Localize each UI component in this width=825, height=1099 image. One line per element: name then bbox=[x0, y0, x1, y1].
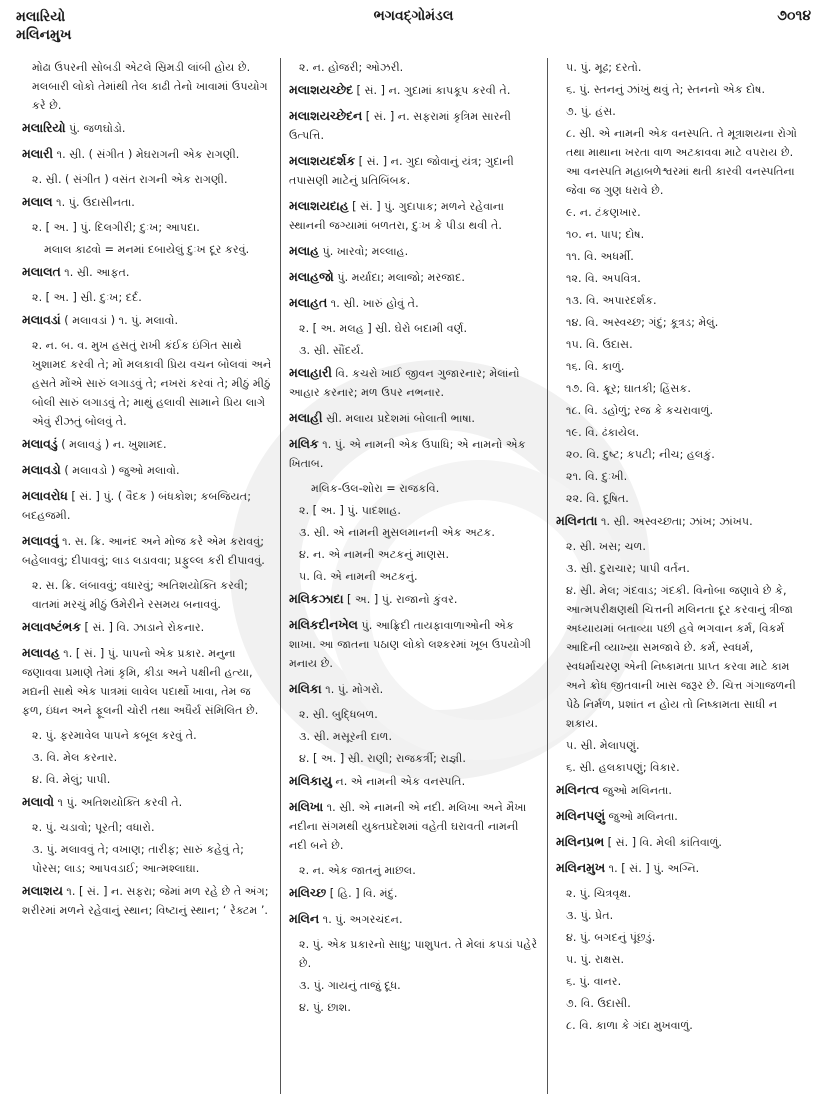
definition-text: ન. એ નામની એક વનસ્પતિ. bbox=[331, 775, 466, 788]
dictionary-entry bbox=[289, 797, 539, 855]
dictionary-columns bbox=[14, 58, 814, 1094]
headword: મલાશયચ્છેદ bbox=[289, 82, 353, 97]
dictionary-entry bbox=[22, 881, 272, 920]
definition-text: [ સં. ] ન. ગુદા જોવાનું યંત્ર; ગુદાની તપાસણી માટેનું પ્રતિબિંબક. bbox=[289, 155, 514, 187]
dictionary-entry bbox=[22, 192, 272, 212]
dictionary-entry bbox=[289, 293, 539, 313]
numbered-sense: ૫. પું. મૂઢ; દરતો. bbox=[566, 61, 642, 74]
definition-text: ૧. સ્રી. અસ્વચ્છતા; ઝાંખ; ઝાંખપ. bbox=[597, 515, 753, 528]
numbered-sense: ૧૯. વિ. ઢંકાયેલ. bbox=[566, 426, 640, 439]
numbered-sense: ૩. સ્રી. એ નામની મુસલમાનની એક અટક. bbox=[299, 526, 495, 539]
headword: મલિનપણું bbox=[556, 808, 605, 823]
numbered-sense: ૨. ન. બ. વ. મુખ હસતું રાખી કંઈક ઇંગિત સાથે ખુશામદ કરવી તે; મોં મલકાવી પ્રિય વચન બોલવાં અને હસતે મોંએ સારું લગાડવું તે; નખરાં કરવાં તે; મીઠું મીઠું બોલી સારું લગાડવું તે; માથું હલાવી સામાને પ્રિય લાગે એવું રીઝતું બોલવું તે. bbox=[32, 339, 272, 428]
dictionary-entry bbox=[22, 617, 272, 637]
guide-word-first: મલારિયો bbox=[16, 9, 66, 25]
numbered-sense: ૩. સ્રી. દુરાચાર; પાપી વર્તન. bbox=[566, 562, 690, 575]
numbered-sense: ૨૧. વિ. દુઃખી. bbox=[566, 470, 628, 483]
dictionary-entry bbox=[289, 196, 539, 235]
numbered-sense: ૨. ન. એક જાતનું માછલ. bbox=[299, 864, 416, 877]
definition-text: [ હિ. ] વિ. મંદું. bbox=[326, 887, 398, 900]
definition-text: ૧. પું. ઉદાસીનતા. bbox=[52, 196, 135, 209]
numbered-sense: ૬. સ્રી. હલકાપણું; વિકાર. bbox=[566, 761, 680, 774]
numbered-sense: ૪. [ અ. ] સ્રી. રાણી; રાજકર્ત્રી; રાજ્ઞી. bbox=[299, 752, 466, 765]
column-middle bbox=[280, 58, 547, 1094]
definition-text: [ સં. ] વિ. મેલી કાંતિવાળું. bbox=[604, 836, 722, 849]
definition-text: [ સં. ] પું. ( વૈદક ) બંધકોશ; કબજિયત; બદહજમી. bbox=[22, 490, 251, 522]
numbered-sense: ૪. ન. એ નામની અટકનું માણસ. bbox=[299, 548, 450, 561]
numbered-sense: ૩. પું. પ્રેત. bbox=[566, 909, 614, 922]
usage-example: મલાલ કાઢવો = મનમાં દબાયેલું દુઃખ દૂર કરવું. bbox=[44, 243, 250, 256]
numbered-sense: ૬. પું. વાનર. bbox=[566, 975, 622, 988]
definition-text: ૧. સ્રી. ( સંગીત ) મેઘરાગની એક રાગણી. bbox=[53, 148, 240, 161]
definition-text: ( મલાવડો ) જુઓ મલાવો. bbox=[60, 464, 180, 477]
definition-text: ૧. સ્રી. એ નામની એ નદી. મલિખા અને મૈખા નદીના સંગમથી યુક્તપ્રદેશમાં વહેતી ઘરાવતી નામની નદી બને છે. bbox=[289, 801, 527, 852]
numbered-sense: ૪. પું. બગદનું પૂંછડું. bbox=[566, 931, 656, 944]
headword: મલાવરોધ bbox=[22, 488, 68, 503]
dictionary-entry bbox=[556, 511, 806, 531]
headword: મલાહજો bbox=[289, 269, 334, 284]
numbered-sense: ૪. વિ. મેલું; પાપી. bbox=[32, 773, 111, 786]
dictionary-entry bbox=[22, 144, 272, 164]
headword: મલાશયચ્છેદન bbox=[289, 108, 363, 123]
definition-text: ૧ પું. અતિશયોક્તિ કરવી તે. bbox=[53, 796, 183, 809]
column-left bbox=[14, 58, 280, 1094]
numbered-sense: ૫. પું. રાક્ષસ. bbox=[566, 953, 625, 966]
numbered-sense: ૭. વિ. ઉદાસી. bbox=[566, 997, 631, 1010]
definition-text: ( મલાવડું ) ન. ખુશામદ. bbox=[57, 438, 167, 451]
continued-definition: મોઢા ઉપરની સોબડી એટલે સ્રિમડી લાંબી હોય છે. મલબારી લોકો તેમાંથી તેલ કાઢી તેનો ખાવામાં ઉપયોગ કરે છે. bbox=[32, 61, 268, 112]
numbered-sense: ૩. પું. ગાયનું તાજું દૂધ. bbox=[299, 979, 401, 992]
definition-text: [ સં. ] ન. ગુદામાં કાપકૂપ કરવી તે. bbox=[353, 84, 511, 97]
numbered-sense: ૨. પું. ફરમાવેલ પાપને કબૂલ કરવું તે. bbox=[32, 729, 197, 742]
headword: મલાશય bbox=[22, 883, 63, 898]
headword: મલાવો bbox=[22, 794, 54, 809]
headword: મલિકા bbox=[289, 681, 322, 696]
numbered-sense: ૨. સ્રી. ખસ; ચળ. bbox=[566, 540, 646, 553]
numbered-sense: ૨૦. વિ. દુષ્ટ; કપટી; નીચ; હલકું. bbox=[566, 448, 715, 461]
dictionary-entry bbox=[289, 151, 539, 190]
dictionary-entry bbox=[556, 858, 806, 878]
headword: મલાવડું bbox=[22, 436, 58, 451]
numbered-sense: ૧૪. વિ. અસ્વચ્છ; ગંદું; કૂત્રડ; મેલું. bbox=[566, 316, 719, 329]
definition-text: ૧. સ. ક્રિ. આનંદ અને મોજ કરે એમ કરાવવું; બહેલાવવું; દીપાવવું; લાડ લડાવવા; પ્રફુલ્લ કરી દીપાવવું. bbox=[22, 535, 265, 567]
dictionary-entry bbox=[556, 780, 806, 800]
page-header bbox=[16, 8, 811, 54]
definition-text: ૧. [ સં. ] ન. સફરા; જેમાં મળ રહે છે તે અંગ; શરીરમાં મળને રહેવાનું સ્થાન; વિષ્ટાનું સ્થાન; ‘ રેક્ટમ ’. bbox=[22, 885, 269, 917]
dictionary-entry bbox=[289, 589, 539, 609]
headword: મલિચ્છ bbox=[289, 885, 327, 900]
numbered-sense: ૩. સ્રી. મસૂરની દાળ. bbox=[299, 730, 393, 743]
dictionary-entry bbox=[556, 832, 806, 852]
headword: મલાશયદાહ bbox=[289, 198, 349, 213]
numbered-sense: ૪. સ્રી. મેલ; ગંદવાડ; ગંદકી. વિનોબા જણાવે છે કે, આત્મપરીક્ષણથી ચિત્તની મલિનતા દૂર કરવાનું ત્રીજા અધ્યાયમાં બતાવ્યા પછી હવે ભગવાન કર્મ, વિકર્મ આદિની વ્યાખ્યા સમજાવે છે. કર્મ, સ્વધર્મ, સ્વધર્માચરણ એની નિષ્કામતા પ્રાપ્ત કરવા માટે કામ અને ક્રોધ જીતવાની ખાસ જરૂર છે. ચિત્ત ગંગાજળની પેઠે નિર્મળ, પ્રશાંત ન હોય તો નિષ્કામતા સાધી ન શકાય. bbox=[566, 584, 796, 730]
numbered-sense: ૫. સ્રી. મેલાપણું. bbox=[566, 739, 640, 752]
dictionary-entry bbox=[22, 262, 272, 282]
definition-text: ૧. પું. અગરચંદન. bbox=[319, 913, 403, 926]
numbered-sense: ૨. [ અ. ] પું. દિલગીરી; દુઃખ; આપદા. bbox=[32, 221, 200, 234]
numbered-sense: ૨. [ અ. ] સ્રી. દુઃખ; દર્દ. bbox=[32, 291, 142, 304]
definition-text: ૧. પું. મોગરો. bbox=[321, 683, 384, 696]
headword: મલારિયો bbox=[22, 120, 66, 135]
definition-text: ૧. [ સં. ] પું. અગ્નિ. bbox=[605, 862, 700, 875]
numbered-sense: ૯. ન. ટંકણખાર. bbox=[566, 206, 641, 219]
headword: મલાવવું bbox=[22, 533, 59, 548]
definition-text: ૧. પું. એ નામની એક ઉપાધિ; એ નામનો એક ખિતાબ. bbox=[289, 438, 526, 470]
dictionary-entry bbox=[289, 615, 539, 673]
headword: મલિકઝાદા bbox=[289, 591, 344, 606]
definition-text: સ્રી. મલાય પ્રદેશમાં બોલાતી ભાષા. bbox=[322, 412, 475, 425]
numbered-sense: ૧૮. વિ. ડહોળું; રજ કે કચરાવાળું. bbox=[566, 404, 714, 417]
numbered-sense: ૫. વિ. એ નામની અટકનું. bbox=[299, 570, 418, 583]
dictionary-entry bbox=[289, 883, 539, 903]
dictionary-entry bbox=[289, 267, 539, 287]
headword: મલિકાયુ bbox=[289, 773, 332, 788]
headword: મલાવડો bbox=[22, 462, 61, 477]
numbered-sense: ૪. પું. છાશ. bbox=[299, 1001, 351, 1014]
numbered-sense: ૧૫. વિ. ઉદાસ. bbox=[566, 338, 633, 351]
numbered-sense: ૬. પું. સ્તનનું ઝાંખું થવું તે; સ્તનનો એક દોષ. bbox=[566, 83, 766, 96]
headword: મલાલ bbox=[22, 194, 53, 209]
definition-text: [ સં. ] પું. ગુદાપાક; મળને રહેવાના સ્થાનની જગ્યામાં બળતરા, દુઃખ કે પીડા થવી તે. bbox=[289, 200, 504, 232]
numbered-sense: ૨. [ અ. ] પું. પાદશાહ. bbox=[299, 504, 401, 517]
definition-text: ૧. સ્રી. ખારું હોવું તે. bbox=[327, 297, 419, 310]
numbered-sense: ૧૦. ન. પાપ; દોષ. bbox=[566, 228, 645, 241]
dictionary-entry bbox=[289, 679, 539, 699]
dictionary-entry bbox=[22, 434, 272, 454]
definition-text: જુઓ મલિનતા. bbox=[599, 784, 672, 797]
numbered-sense: ૨. સ્રી. ( સંગીત ) વસંત રાગની એક રાગણી. bbox=[32, 173, 228, 186]
numbered-sense: ૩. સ્રી. સૌંદર્ય. bbox=[299, 344, 364, 357]
numbered-sense: ૨. સ્રી. બુદ્ધિબળ. bbox=[299, 708, 378, 721]
definition-text: પું. આફ્રિદી તાયફાવાળાઓની એક શાખા. આ જાતના પઠાણ લોકો લશ્કરમાં ખૂબ ઉપયોગી મનાય છે. bbox=[289, 619, 531, 670]
guide-word-last: મલિનમુખ bbox=[16, 27, 72, 43]
headword: મલાહી bbox=[289, 410, 323, 425]
dictionary-entry bbox=[22, 460, 272, 480]
definition-text: પું. મર્યાદા; મલાજો; મરજાદ. bbox=[333, 271, 465, 284]
numbered-sense: ૭. પું. હંસ. bbox=[566, 105, 616, 118]
column-right bbox=[547, 58, 814, 1094]
numbered-sense: ૧૭. વિ. ક્રૂર; ઘાતકી; હિંસક. bbox=[566, 382, 691, 395]
book-title: ભગવદ્ગોમંડલ bbox=[373, 8, 454, 24]
numbered-sense: ૮. વિ. કાળા કે ગંદા મુખવાળું. bbox=[566, 1019, 693, 1032]
definition-text: ૧. સ્રી. આફત. bbox=[60, 266, 130, 279]
dictionary-entry bbox=[289, 363, 539, 402]
definition-text: ૧. [ સં. ] પું. પાપનો એક પ્રકાર. મનુના જણાવવા પ્રમાણે તેમાં કૃમિ, કીડા અને પક્ષીની હત્યા, મદ્યની સાથે એક પાત્રમાં લાવેલ પદાર્થો ખાવા, તેમ જ ફળ, ઇંધન અને ફૂલની ચોરી તથા અધૈર્ય સંમિલિત છે. bbox=[22, 647, 259, 717]
dictionary-entry bbox=[22, 310, 272, 330]
headword: મલિન bbox=[289, 911, 320, 926]
definition-text: [ અ. ] પું. રાજાનો કુંવર. bbox=[343, 593, 458, 606]
numbered-sense: ૮. સ્રી. એ નામની એક વનસ્પતિ. તે મૂત્રાશયના રોગો તથા માથાના ખરતા વાળ અટકાવવા માટે વપરાય છે. આ વનસ્પતિ મહાબળેશ્વરમાં થતી કારવી વનસ્પતિના જેવા જ ગુણ ધરાવે છે. bbox=[566, 127, 797, 197]
numbered-sense: ૧૧. વિ. અધર્મી. bbox=[566, 250, 634, 263]
numbered-sense: ૨. પું. એક પ્રકારનો સાધુ; પાશુપત. તે મેલાં કપડાં પહેરે છે. bbox=[299, 938, 538, 970]
headword: મલાહ bbox=[289, 243, 319, 258]
definition-text: [ સં. ] વિ. ઝાડાને રોકનાર. bbox=[80, 621, 205, 634]
headword: મલાવષ્ટંભક bbox=[22, 619, 81, 634]
definition-text: વિ. કચરો ખાઈ જીવન ગુજારનાર; મેલાંનો આહાર કરનાર; મળ ઉપર નભનાર. bbox=[289, 367, 520, 399]
numbered-sense: ૧૬. વિ. કાળું. bbox=[566, 360, 625, 373]
numbered-sense: ૨. ન. હોજરી; ઓઝરી. bbox=[299, 61, 404, 74]
dictionary-entry bbox=[556, 806, 806, 826]
definition-text: [ સં. ] ન. સફરામાં કૃત્રિમ સારની ઉત્પત્તિ. bbox=[289, 110, 511, 142]
headword: મલિનત્વ bbox=[556, 782, 600, 797]
numbered-sense: ૨. પું. ચિત્રવૃક્ષ. bbox=[566, 887, 632, 900]
usage-example: મલિક-ઉલ-શોરા = રાજકવિ. bbox=[311, 482, 440, 495]
headword: મલિક bbox=[289, 436, 319, 451]
definition-text: પું. ખારવો; મલ્લાહ. bbox=[318, 245, 409, 258]
numbered-sense: ૨. સ. ક્રિ. લંબાવવું; વધારવું; અતિશયોક્તિ કરવી; વાતમાં મરચું મીઠું ઉમેરીને રસમય બનાવવું. bbox=[32, 579, 248, 611]
numbered-sense: ૩. વિ. મેલ કરનાર. bbox=[32, 751, 118, 764]
headword: મલાહારી bbox=[289, 365, 332, 380]
dictionary-entry bbox=[289, 771, 539, 791]
numbered-sense: ૧૩. વિ. અપારદર્શક. bbox=[566, 294, 657, 307]
numbered-sense: ૨૨. વિ. દૂષિત. bbox=[566, 492, 629, 505]
headword: મલાલત bbox=[22, 264, 61, 279]
dictionary-entry bbox=[289, 241, 539, 261]
dictionary-entry bbox=[22, 643, 272, 720]
definition-text: ( મલાવડાં ) ૧. પું. મલાવો. bbox=[60, 314, 179, 327]
dictionary-entry bbox=[22, 486, 272, 525]
headword: મલિનમુખ bbox=[556, 860, 606, 875]
numbered-sense: ૧૨. વિ. અપવિત્ર. bbox=[566, 272, 641, 285]
dictionary-entry bbox=[289, 434, 539, 473]
dictionary-entry bbox=[289, 80, 539, 100]
dictionary-entry bbox=[289, 408, 539, 428]
page-number: ૭૦૧૪ bbox=[777, 8, 811, 24]
headword: મલિકદીનખેલ bbox=[289, 617, 358, 632]
numbered-sense: ૨. [ અ. મલહ ] સ્રી. ઘેરો બદામી વર્ણ. bbox=[299, 322, 468, 335]
dictionary-entry bbox=[22, 531, 272, 570]
headword: મલાશયદર્શક bbox=[289, 153, 356, 168]
dictionary-entry bbox=[22, 792, 272, 812]
headword: મલિનપ્રભ bbox=[556, 834, 605, 849]
headword: મલિનતા bbox=[556, 513, 598, 528]
numbered-sense: ૨. પું. ચડાવો; પૂરતી; વધારો. bbox=[32, 821, 155, 834]
definition-text: જુઓ મલિનતા. bbox=[605, 810, 678, 823]
dictionary-entry bbox=[289, 106, 539, 145]
headword: મલાવડાં bbox=[22, 312, 61, 327]
headword: મલિખા bbox=[289, 799, 324, 814]
numbered-sense: ૩. પું. મલાવવું તે; વખાણ; તારીફ; સારું કહેવું તે; પોરસ; લાડ; આપવડાઈ; આત્મશ્લાઘા. bbox=[32, 843, 244, 875]
headword: મલાહત bbox=[289, 295, 328, 310]
dictionary-entry bbox=[22, 118, 272, 138]
definition-text: પું. જળઘોડો. bbox=[65, 122, 126, 135]
headword: મલાવહ bbox=[22, 645, 60, 660]
headword: મલારી bbox=[22, 146, 54, 161]
dictionary-entry bbox=[289, 909, 539, 929]
